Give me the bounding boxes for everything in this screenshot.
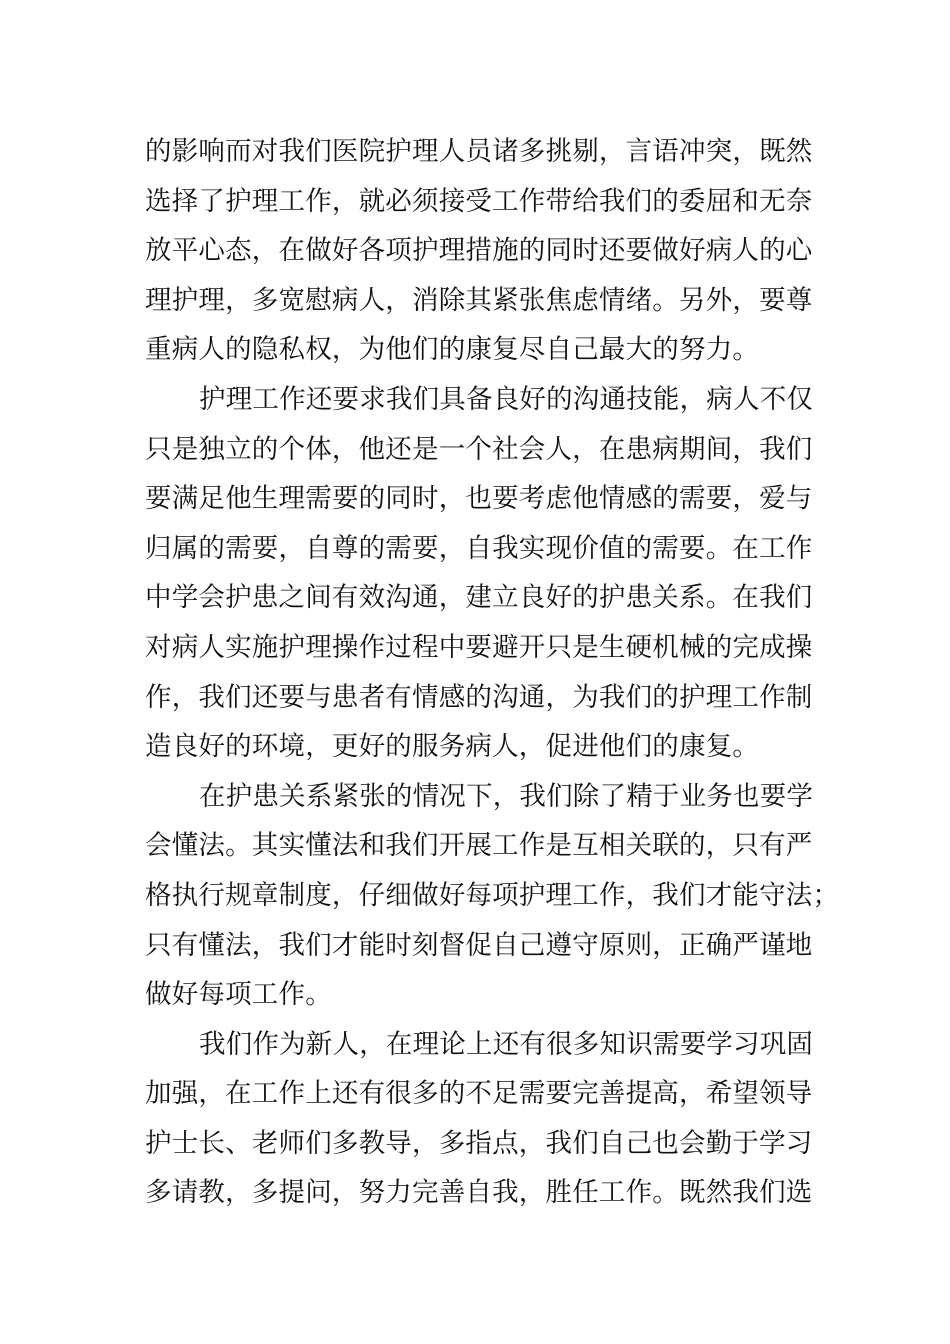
paragraph-2-line-7: 作，我们还要与患者有情感的沟通，为我们的护理工作制 <box>145 681 813 713</box>
paragraph-2-line-6: 对病人实施护理操作过程中要避开只是生硬机械的完成操 <box>145 631 813 663</box>
paragraph-2-line-3: 要满足他生理需要的同时，也要考虑他情感的需要，爱与 <box>145 483 813 515</box>
paragraph-3-line-2: 会懂法。其实懂法和我们开展工作是互相关联的，只有严 <box>145 830 813 862</box>
paragraph-2-line-2: 只是独立的个体，他还是一个社会人，在患病期间，我们 <box>145 433 813 465</box>
paragraph-2-line-1: 护理工作还要求我们具备良好的沟通技能，病人不仅 <box>199 383 814 415</box>
paragraph-3-line-1: 在护患关系紧张的情况下，我们除了精于业务也要学 <box>199 780 814 812</box>
paragraph-1-line-2: 选择了护理工作，就必须接受工作带给我们的委屈和无奈 <box>145 185 813 217</box>
paragraph-4-line-2: 加强，在工作上还有很多的不足需要完善提高，希望领导 <box>145 1078 813 1110</box>
paragraph-2-line-5: 中学会护患之间有效沟通，建立良好的护患关系。在我们 <box>145 582 813 614</box>
paragraph-3-line-4: 只有懂法，我们才能时刻督促自己遵守原则，正确严谨地 <box>145 929 813 961</box>
paragraph-1-line-1: 的影响而对我们医院护理人员诸多挑剔，言语冲突，既然 <box>145 136 813 167</box>
body-text <box>145 127 840 1218</box>
paragraph-4-line-4: 多请教，多提问，努力完善自我，胜任工作。既然我们选 <box>145 1177 813 1209</box>
paragraph-4-line-3: 护士长、老师们多教导，多指点，我们自己也会勤于学习 <box>145 1127 813 1159</box>
paragraph-1-line-3: 放平心态，在做好各项护理措施的同时还要做好病人的心 <box>145 235 813 267</box>
paragraph-4-line-1: 我们作为新人，在理论上还有很多知识需要学习巩固 <box>199 1028 814 1060</box>
paragraph-2-line-4: 归属的需要，自尊的需要，自我实现价值的需要。在工作 <box>145 532 813 564</box>
paragraph-3-line-5: 做好每项工作。 <box>145 979 332 1011</box>
paragraph-1-line-5: 重病人的隐私权，为他们的康复尽自己最大的努力。 <box>145 334 760 366</box>
paragraph-1-line-4: 理护理，多宽慰病人，消除其紧张焦虑情绪。另外，要尊 <box>145 284 813 316</box>
paragraph-3-line-3: 格执行规章制度，仔细做好每项护理工作，我们才能守法； <box>145 879 840 911</box>
paragraph-2-line-8: 造良好的环境，更好的服务病人，促进他们的康复。 <box>145 731 760 763</box>
